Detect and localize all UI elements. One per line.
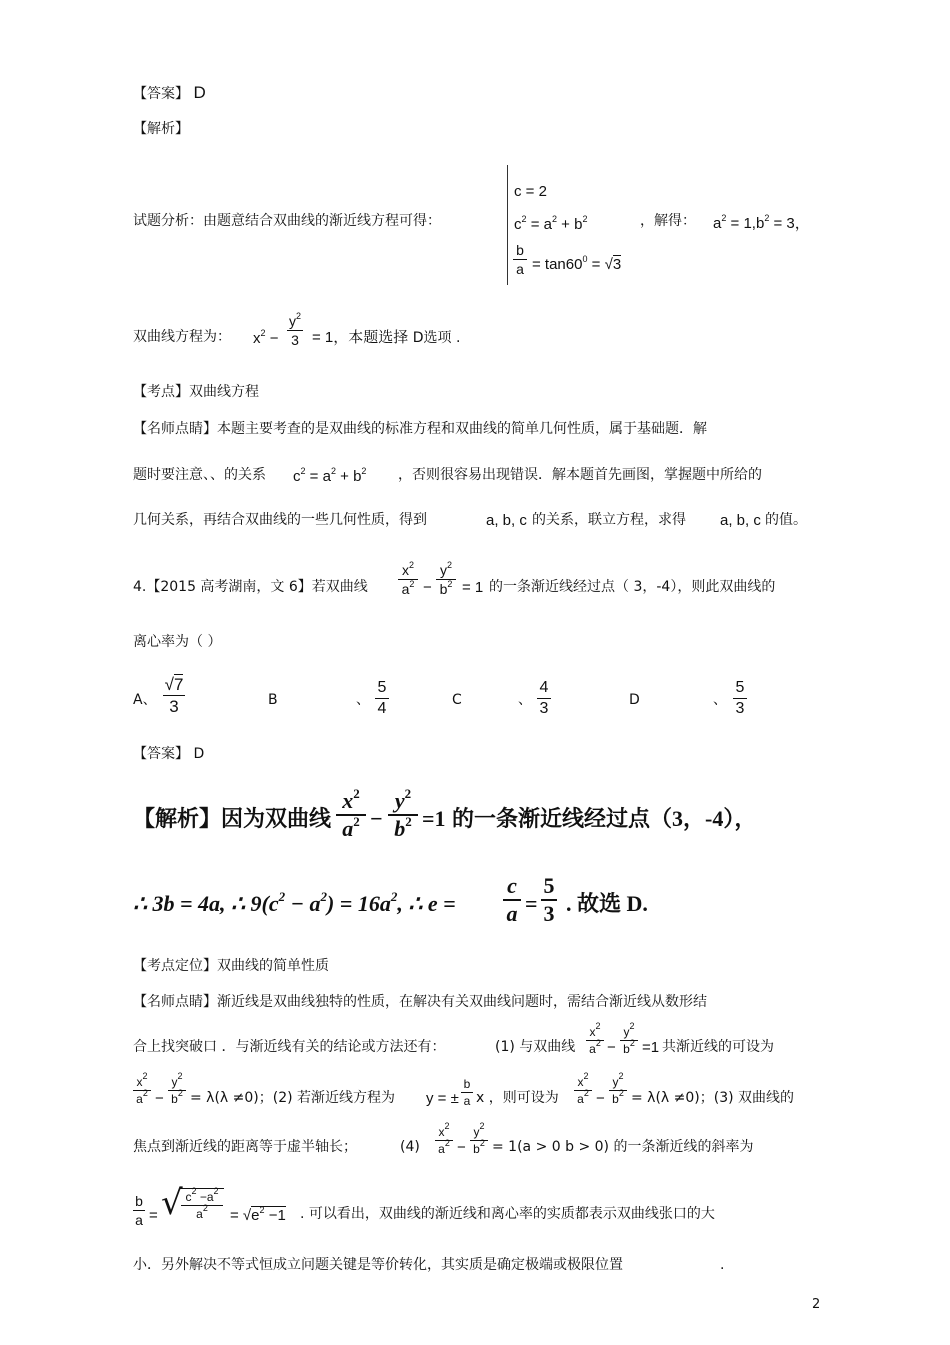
ms-x2a2-3: $x^2$ $a^2$ bbox=[574, 1076, 592, 1105]
mingshi-2-line2b: (1) 与双曲线 bbox=[495, 1039, 576, 1055]
question-4-lead: 4.【2015 高考湖南，文 6】若双曲线 bbox=[133, 579, 368, 595]
img-5-over-3: 5 3 bbox=[541, 875, 557, 925]
ms-minus-2: − bbox=[155, 1090, 164, 1107]
ms-x2a2-1: $x^2$ $a^2$ bbox=[586, 1026, 604, 1055]
ms-minus-1: − bbox=[607, 1039, 616, 1056]
eq-x2: $x^2$ − bbox=[253, 328, 279, 347]
img-y2b2: $y^2$ $b^2$ bbox=[388, 790, 418, 840]
option-b-value: 5 4 bbox=[375, 680, 389, 717]
mingshi-1-line3e: 的值。 bbox=[765, 512, 807, 528]
equation-lead: 双曲线方程为： bbox=[133, 329, 231, 345]
mingshi-1-line3c: 的关系，联立方程，求得 bbox=[532, 512, 686, 528]
option-d-sep: 、 bbox=[713, 692, 727, 708]
eq-y2-over-3: $y^2$ 3 bbox=[288, 311, 301, 348]
mingshi-2-line1: 【名师点睛】渐近线是双曲线独特的性质，在解决有关双曲线问题时，需结合渐近线从数形结 bbox=[133, 994, 707, 1010]
option-a-label: A、 bbox=[133, 692, 157, 708]
option-a-value: √7 3 bbox=[164, 675, 184, 716]
img-eq1: =1 bbox=[422, 806, 446, 831]
ms-b-over-a-2: b a bbox=[133, 1194, 145, 1227]
abc-2: a, b, c bbox=[720, 512, 761, 529]
option-b-label: B bbox=[268, 692, 278, 708]
ms-y2b2-1: $y^2$ $b^2$ bbox=[620, 1026, 638, 1055]
relation-formula: $c^2 = a^2 + b^2$ bbox=[293, 466, 367, 485]
page-number: 2 bbox=[812, 1297, 821, 1312]
img-eq: = bbox=[525, 891, 538, 916]
ms-b-over-a: b a bbox=[461, 1078, 473, 1107]
ms-c2a2-over-a2: $c^2 -a^2$ $a^2$ bbox=[181, 1191, 223, 1220]
analysis-image-line1b: 的一条渐近线经过点（3，-4）， bbox=[452, 806, 757, 831]
ms-y-eq: y = ± bbox=[426, 1090, 459, 1107]
ms-y2b2-2: $y^2$ $b^2$ bbox=[168, 1076, 186, 1105]
answer-label: 【答案】 D bbox=[133, 83, 206, 102]
analysis-lead: 试题分析：由题意结合双曲线的渐近线方程可得： bbox=[133, 213, 441, 229]
img-conclusion: . 故选 D. bbox=[566, 891, 648, 916]
solve-label: ，解得： bbox=[640, 213, 696, 229]
img-x2a2: $x^2$ $a^2$ bbox=[336, 790, 366, 840]
img-c-over-a: c a bbox=[503, 875, 521, 925]
question-4-line2: 离心率为（ ） bbox=[133, 634, 222, 650]
ms-eq1-1: =1 bbox=[642, 1039, 660, 1056]
analysis-image-line1a: 【解析】因为双曲线 bbox=[133, 806, 332, 831]
option-c-label: C bbox=[452, 692, 462, 708]
mingshi-2-line4b: (4) bbox=[400, 1139, 420, 1155]
mingshi-1-line2a: 题时要注意、、的关系 bbox=[133, 467, 266, 483]
kaodian-1: 【考点】双曲线方程 bbox=[133, 384, 259, 400]
mingshi-2-line3d: = λ(λ ≠0)；(3) 双曲线的 bbox=[631, 1090, 795, 1106]
abc-1: a, b, c bbox=[486, 512, 527, 529]
ms-y2b2-3: $y^2$ $b^2$ bbox=[609, 1076, 627, 1105]
option-d-value: 5 3 bbox=[733, 680, 747, 717]
ms-minus-3: − bbox=[596, 1090, 605, 1107]
mingshi-2-line4c: = 1(a > 0 b > 0) 的一条渐近线的斜率为 bbox=[492, 1139, 754, 1155]
question-4-tail: 的一条渐近线经过点（ 3，-4），则此双曲线的 bbox=[489, 579, 776, 595]
eq-c2: $c^2 = a^2 + b^2$ bbox=[514, 214, 588, 233]
ms-y2b2-4: $y^2$ $b^2$ bbox=[470, 1126, 488, 1155]
mingshi-1-line3a: 几何关系，再结合双曲线的一些几何性质，得到 bbox=[133, 512, 427, 528]
mingshi-2-line3c: x ，则可设为 bbox=[476, 1090, 559, 1106]
mingshi-1-line1: 【名师点睛】本题主要考查的是双曲线的标准方程和双曲线的简单几何性质，属于基础题．解 bbox=[133, 421, 707, 437]
mingshi-2-line2c: 共渐近线的可设为 bbox=[662, 1039, 774, 1055]
mingshi-2-line6-end: . bbox=[720, 1257, 725, 1273]
q4-y2b2: $y^2$ $b^2$ bbox=[436, 563, 456, 596]
option-c-sep: 、 bbox=[518, 692, 532, 708]
analysis-image-line2: ∴ 3b = 4a, ∴ $9(c^2 - a^2) = 16a^2$, ∴ e = bbox=[133, 889, 456, 916]
answer-4: 【答案】 D bbox=[133, 746, 205, 762]
mingshi-2-line5a: . 可以看出，双曲线的渐近线和离心率的实质都表示双曲线张口的大 bbox=[300, 1206, 715, 1222]
q4-x2a2: $x^2$ $a^2$ bbox=[398, 563, 418, 596]
option-b-sep: 、 bbox=[356, 692, 370, 708]
solution: $a^2 = 1,b^2 = 3$， bbox=[713, 213, 810, 232]
option-c-value: 4 3 bbox=[537, 680, 551, 717]
kaodian-2: 【考点定位】双曲线的简单性质 bbox=[133, 958, 329, 974]
img-minus: − bbox=[370, 806, 383, 831]
mingshi-2-line4a: 焦点到渐近线的距离等于虚半轴长； bbox=[133, 1139, 357, 1155]
mingshi-2-line2a: 合上找突破口 ．与渐近线有关的结论或方法还有： bbox=[133, 1039, 446, 1055]
eq-c: c = 2 bbox=[514, 183, 547, 200]
option-d-label: D bbox=[629, 692, 640, 708]
q4-minus: − bbox=[423, 579, 432, 596]
mingshi-2-line3a: = λ(λ ≠0)；(2) 若渐近线方程为 bbox=[190, 1090, 396, 1106]
system-brace bbox=[507, 165, 508, 285]
ms-minus-4: − bbox=[457, 1139, 466, 1156]
eq-tan: = $\tan 60^0 = √3$ bbox=[532, 254, 622, 273]
ms-x2a2-4: $x^2$ $a^2$ bbox=[435, 1126, 453, 1155]
eq-rhs: = 1，本题选择 D选项 . bbox=[312, 329, 461, 346]
sqrt-sign: √ bbox=[161, 1183, 183, 1223]
q4-eq1: = 1 bbox=[462, 579, 484, 596]
mingshi-2-line6: 小．另外解决不等式恒成立问题关键是等价转化，其实质是确定极端或极限位置 bbox=[133, 1257, 623, 1273]
ms-eq-e: = $√e^2 -1$ bbox=[230, 1205, 286, 1224]
mingshi-1-line2b: ，否则很容易出现错误．解本题首先画图，掌握题中所给的 bbox=[398, 467, 762, 483]
ms-x2a2-2: $x^2$ $a^2$ bbox=[133, 1076, 151, 1105]
analysis-label: 【解析】 bbox=[133, 121, 189, 137]
eq-ba-frac: b a bbox=[513, 243, 527, 276]
ms-eq-root: = bbox=[149, 1207, 158, 1224]
